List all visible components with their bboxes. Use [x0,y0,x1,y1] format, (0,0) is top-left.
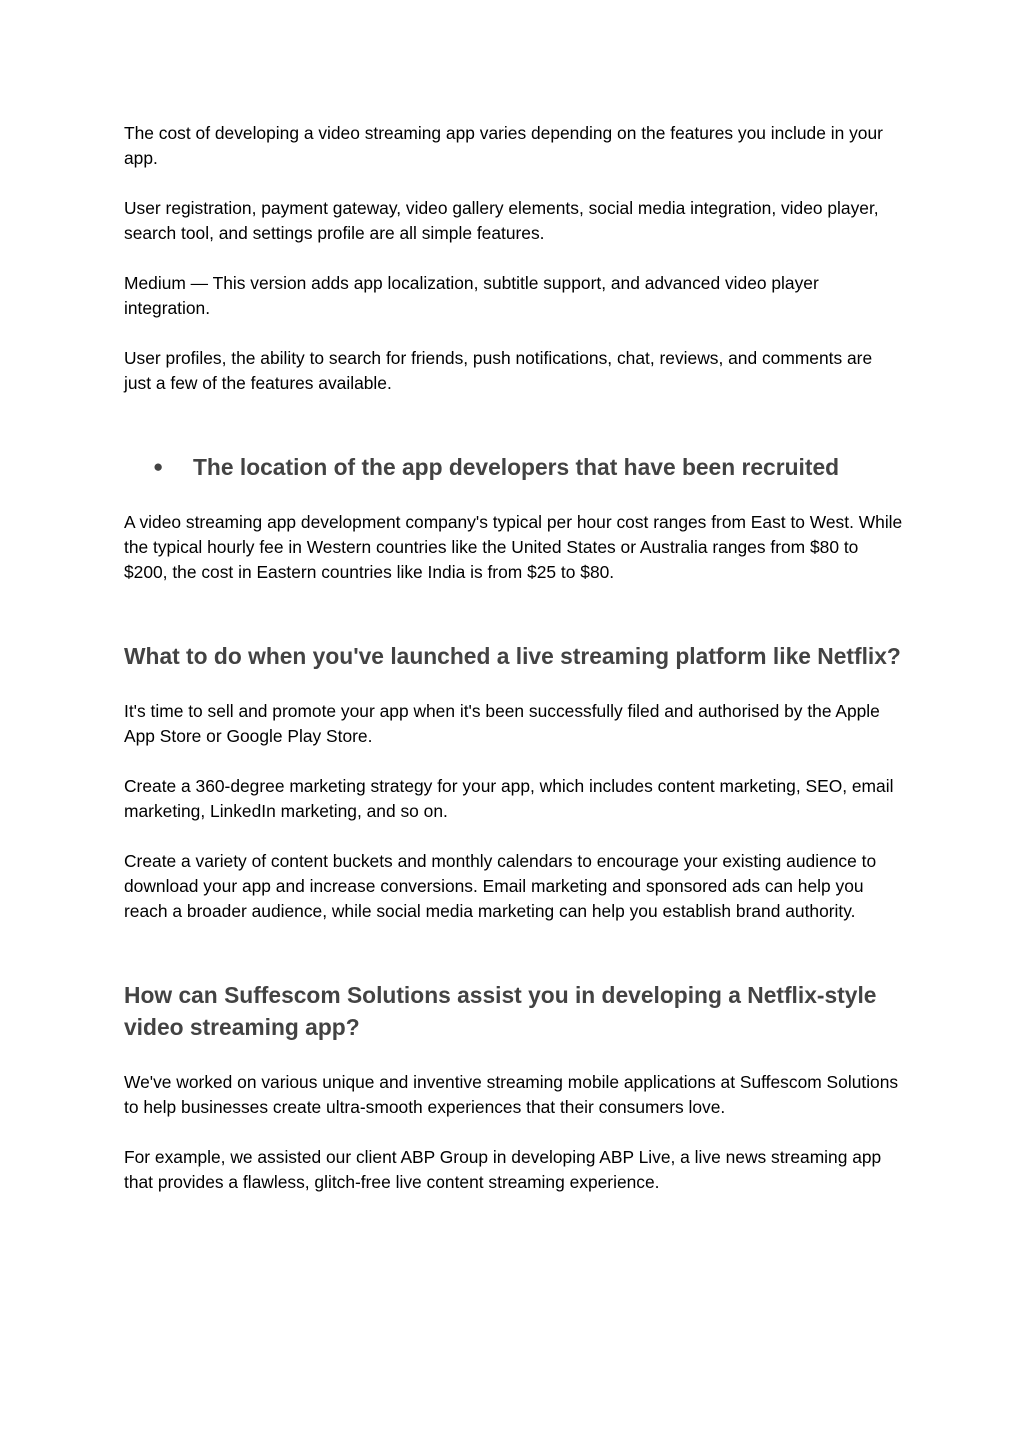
paragraph-medium-features: Medium — This version adds app localization, subtitle support, and advanced video player integration. [124,273,819,318]
paragraph-location-cost: A video streaming app development company's typical per hour cost ranges from East to West. While the typical hourly fee in Western countries like the United States or Australia ranges from $80 to $200, the cost in Eastern countries like India is from $25 to $80. [124,512,903,582]
location-heading [124,451,904,483]
launch-heading: What to do when you've launched a live streaming platform like Netflix? [124,643,901,669]
paragraph-simple-features: User registration, payment gateway, video gallery elements, social media integration, video player, search tool, and settings profile are all simple features. [124,198,879,243]
paragraph-suffescom-work: We've worked on various unique and inventive streaming mobile applications at Suffescom Solutions to help businesses create ultra-smooth experiences that their consumers love. [124,1072,899,1117]
bullet-icon: ● [153,457,164,476]
suffescom-heading: How can Suffescom Solutions assist you in developing a Netflix-style video streaming app? [124,982,877,1040]
document-page [124,121,904,1195]
paragraph-suffescom-example: For example, we assisted our client ABP Group in developing ABP Live, a live news streaming app that provides a flawless, glitch-free live content streaming experience. [124,1147,882,1192]
paragraph-cost-intro: The cost of developing a video streaming app varies depending on the features you include in your app. [124,123,883,168]
paragraph-launch-sell: It's time to sell and promote your app when it's been successfully filed and authorised by the Apple App Store or Google Play Store. [124,701,880,746]
paragraph-launch-strategy: Create a 360-degree marketing strategy for your app, which includes content marketing, SEO, email marketing, LinkedIn marketing, and so on. [124,776,894,821]
location-heading-text: The location of the app developers that have been recruited [193,454,840,480]
paragraph-advanced-features: User profiles, the ability to search for friends, push notifications, chat, reviews, and comments are just a few of the features available. [124,348,873,393]
paragraph-launch-content: Create a variety of content buckets and monthly calendars to encourage your existing audience to download your app and increase conversions. Email marketing and sponsored ads can help you reach a broader audience, while social media marketing can help you establish brand authority. [124,851,877,921]
